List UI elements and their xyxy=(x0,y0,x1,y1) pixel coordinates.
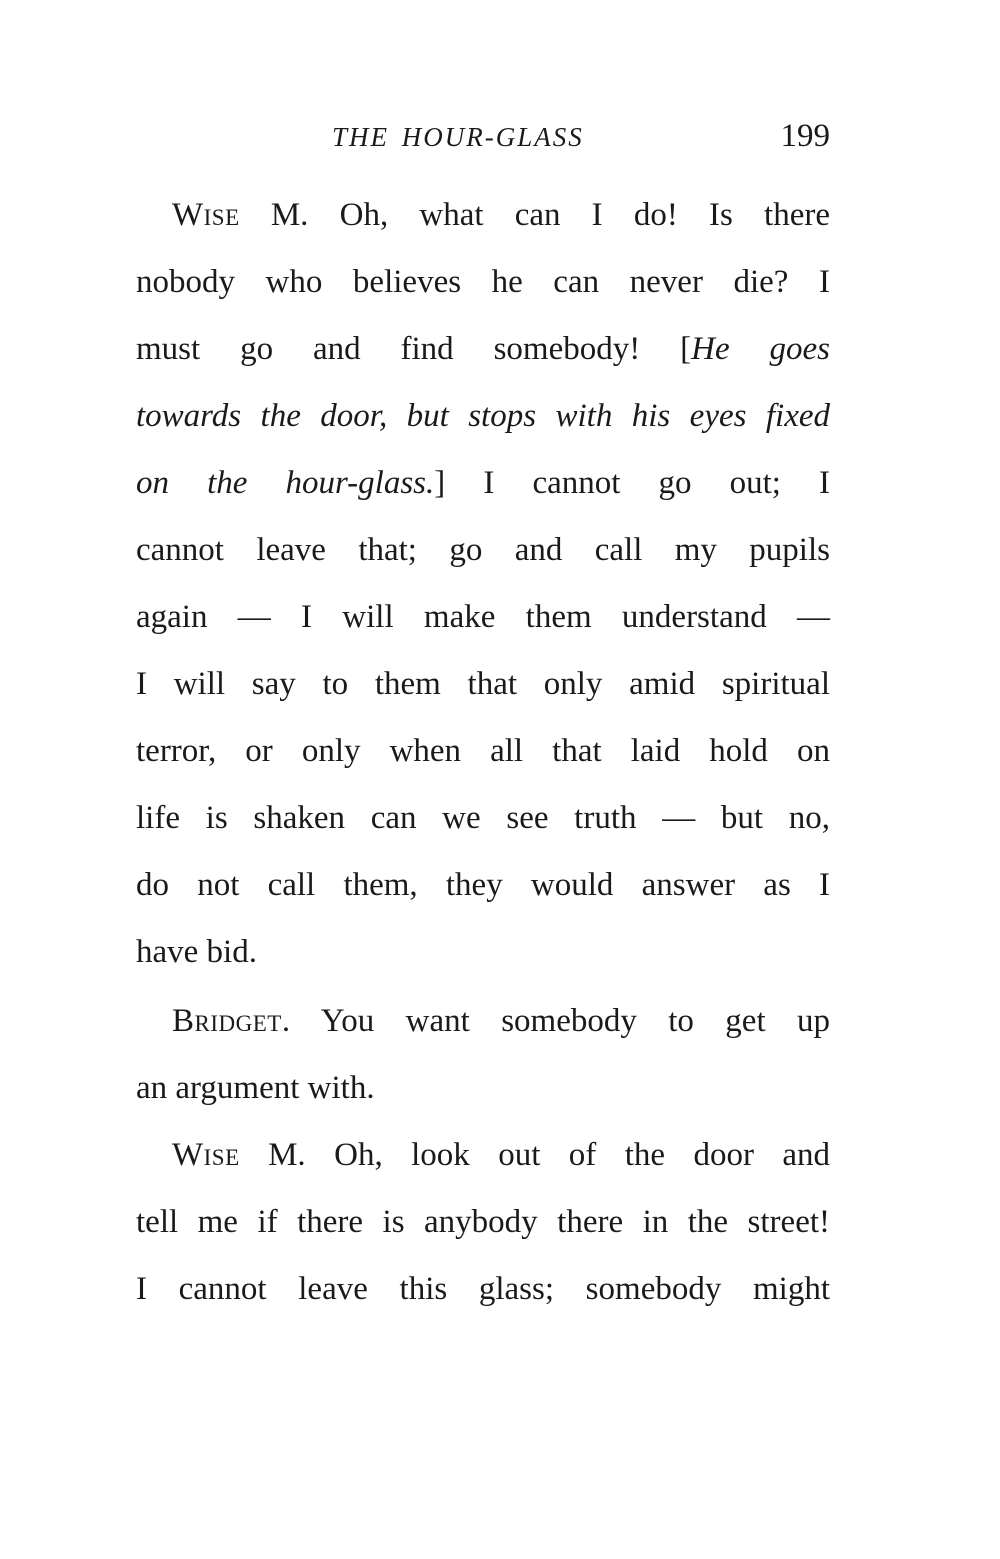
text-line-14: an argument with. xyxy=(136,1070,375,1106)
line-text: Oh, look out of the door and xyxy=(305,1137,831,1173)
text-line-16: tell me if there is anybody there in the street! xyxy=(136,1204,830,1240)
stage-direction: on the hour-glass. xyxy=(136,465,435,501)
text-line-1 xyxy=(172,193,830,237)
line-text: must go and find somebody! [ xyxy=(136,331,692,367)
running-title: THE HOUR-GLASS xyxy=(332,122,584,152)
text-line-11: do not call them, they would answer as I xyxy=(136,867,830,903)
text-line-5 xyxy=(136,461,830,505)
speaker-wise: Wise xyxy=(172,197,240,233)
text-line-10: life is shaken can we see truth — but no, xyxy=(136,800,830,836)
text-line-4: towards the door, but stops with his eyes fixed xyxy=(136,398,830,434)
text-line-13 xyxy=(172,999,830,1043)
running-head xyxy=(136,118,830,162)
line-text: ] I cannot go out; I xyxy=(434,465,830,501)
page-number: 199 xyxy=(780,118,830,154)
text-line-2: nobody who believes he can never die? I xyxy=(136,264,830,300)
line-text: You want somebody to get up xyxy=(290,1003,830,1039)
text-line-9: terror, or only when all that laid hold on xyxy=(136,733,830,769)
line-text: Oh, what can I do! Is there xyxy=(308,197,830,233)
text-line-8: I will say to them that only amid spiritual xyxy=(136,666,830,702)
speaker-wise-suffix: M. xyxy=(239,197,309,233)
speaker-wise: Wise xyxy=(172,1137,240,1173)
speaker-wise-suffix: M. xyxy=(239,1137,306,1173)
book-page xyxy=(136,0,830,1559)
text-line-6: cannot leave that; go and call my pupils xyxy=(136,532,830,568)
text-line-3 xyxy=(136,327,830,371)
text-line-15 xyxy=(172,1133,830,1177)
text-line-12: have bid. xyxy=(136,934,257,970)
stage-direction: He goes xyxy=(691,331,831,367)
text-line-17: I cannot leave this glass; somebody might xyxy=(136,1271,830,1307)
speaker-bridget: Bridget. xyxy=(172,1003,291,1039)
text-line-7: again — I will make them understand — xyxy=(136,599,830,635)
